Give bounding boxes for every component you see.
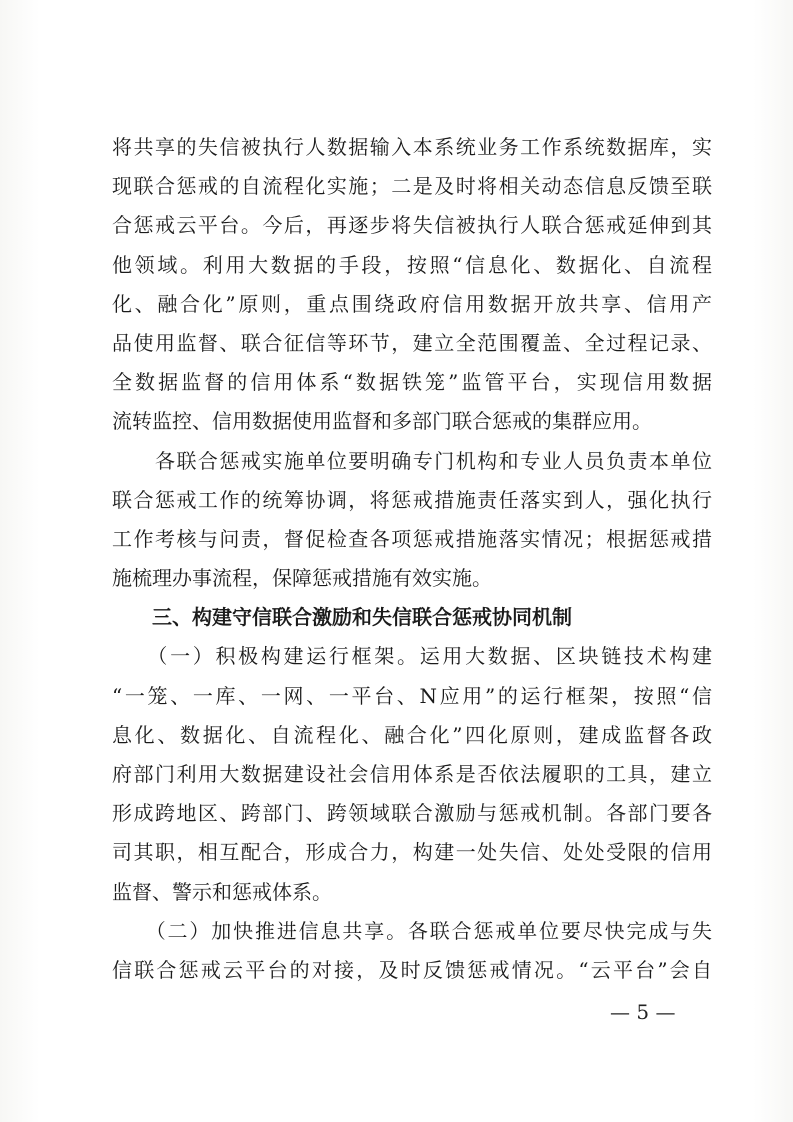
text-line: 信联合惩戒云平台的对接，及时反馈惩戒情况。“云平台”会自 <box>112 957 712 982</box>
text-line: 化、融合化”原则，重点围绕政府信用数据开放共享、信用产 <box>112 291 712 316</box>
paragraph <box>112 912 712 990</box>
text-line: “一笼、一库、一网、一平台、N应用”的运行框架，按照“信 <box>112 683 712 708</box>
text-line: 他领域。利用大数据的手段，按照“信息化、数据化、自流程 <box>112 252 712 277</box>
paragraph <box>112 442 712 599</box>
text-line: 息化、数据化、自流程化、融合化”四化原则，建成监督各政 <box>112 722 712 747</box>
text-line: 流转监控、信用数据使用监督和多部门联合惩戒的集群应用。 <box>112 409 652 434</box>
paragraph <box>112 637 712 911</box>
text-line: 各联合惩戒实施单位要明确专门机构和专业人员负责本单位 <box>112 448 712 473</box>
text-line: 府部门利用大数据建设社会信用体系是否依法履职的工具，建立 <box>112 762 712 786</box>
text-line: 工作考核与问责，督促检查各项惩戒措施落实情况；根据惩戒措 <box>112 526 712 551</box>
text-line: （二）加快推进信息共享。各联合惩戒单位要尽快完成与失 <box>112 918 712 943</box>
paragraph <box>112 128 712 442</box>
document-body <box>112 128 712 990</box>
text-line: （一）积极构建运行框架。运用大数据、区块链技术构建 <box>112 644 712 669</box>
text-line: 三、构建守信联合激励和失信联合惩戒协同机制 <box>152 605 572 630</box>
text-line: 合惩戒云平台。今后，再逐步将失信被执行人联合惩戒延伸到其 <box>112 213 712 238</box>
section-heading <box>112 598 712 637</box>
text-line: 联合惩戒工作的统筹协调，将惩戒措施责任落实到人，强化执行 <box>112 487 712 512</box>
text-line: 司其职，相互配合，形成合力，构建一处失信、处处受限的信用 <box>112 840 712 865</box>
text-line: 品使用监督、联合征信等环节，建立全范围覆盖、全过程记录、 <box>112 330 712 355</box>
text-line: 监督、警示和惩戒体系。 <box>112 879 332 904</box>
text-line: 现联合惩戒的自流程化实施；二是及时将相关动态信息反馈至联 <box>112 174 712 199</box>
page-number: — 5 — <box>610 1000 676 1024</box>
text-line: 施梳理办事流程，保障惩戒措施有效实施。 <box>112 566 492 591</box>
text-line: 将共享的失信被执行人数据输入本系统业务工作系统数据库，实 <box>112 135 712 159</box>
text-line: 形成跨地区、跨部门、跨领域联合激励与惩戒机制。各部门要各 <box>112 801 712 826</box>
text-line: 全数据监督的信用体系“数据铁笼”监管平台，实现信用数据 <box>112 370 712 395</box>
